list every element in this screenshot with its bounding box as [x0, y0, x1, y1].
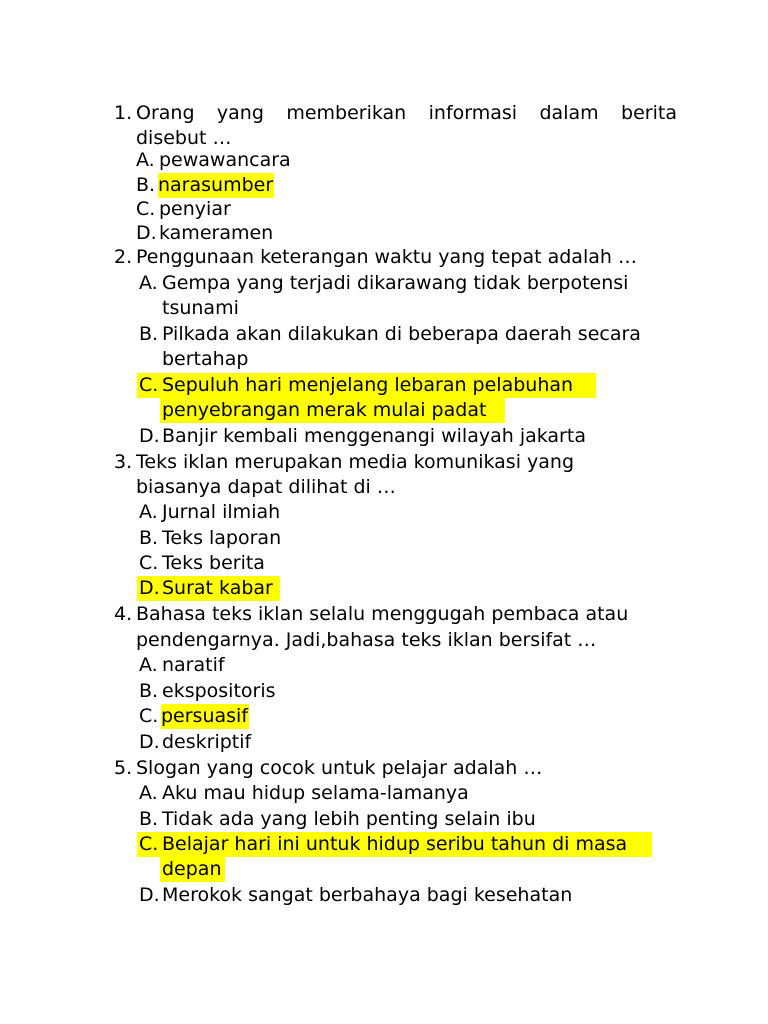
option-text: Pilkada akan dilakukan di beberapa daerah secara: [162, 323, 641, 345]
option-text: kameramen: [159, 222, 274, 244]
option-letter: C.: [139, 552, 159, 574]
question-text-line: Teks iklan merupakan media komunikasi yang: [136, 451, 575, 473]
question-number: 4.: [114, 603, 133, 625]
question-number: 1.: [114, 102, 133, 124]
option-text: penyiar: [159, 198, 231, 220]
option-text-answer: Sepuluh hari menjelang lebaran pelabuhan: [162, 374, 574, 396]
option-letter: D.: [139, 884, 160, 906]
question-text-line: pendengarnya. Jadi,bahasa teks iklan bersifat …: [136, 629, 597, 651]
option-text-answer: persuasif: [161, 705, 249, 727]
option-text: tsunami: [162, 297, 239, 319]
question-text-line: Slogan yang cocok untuk pelajar adalah …: [136, 757, 543, 779]
option-letter: D.: [139, 425, 160, 447]
question-text-line: [136, 101, 677, 126]
option-text-answer: penyebrangan merak mulai padat: [162, 399, 487, 421]
question-text-line: biasanya dapat dilihat di …: [136, 476, 396, 498]
question-number: 5.: [114, 757, 133, 779]
option-letter: D.: [136, 222, 157, 244]
option-letter: B.: [139, 323, 159, 345]
option-text-answer: narasumber: [158, 174, 274, 196]
option-text: Tidak ada yang lebih penting selain ibu: [162, 808, 536, 830]
option-letter: D.: [139, 731, 160, 753]
word: memberikan: [286, 102, 407, 124]
question-text-line: Penggunaan keterangan waktu yang tepat adalah …: [136, 246, 637, 268]
option-text: ekspositoris: [162, 680, 276, 702]
option-text: Banjir kembali menggenangi wilayah jakarta: [162, 425, 586, 447]
word: dalam: [539, 102, 599, 124]
option-letter: A.: [136, 149, 155, 171]
option-text: naratif: [162, 654, 225, 676]
question-text-line: Bahasa teks iklan selalu menggugah pembaca atau: [136, 603, 629, 625]
option-text: Aku mau hidup selama-lamanya: [162, 782, 469, 804]
option-text-answer: Belajar hari ini untuk hidup seribu tahun di masa: [162, 833, 628, 855]
word: yang: [216, 102, 264, 124]
option-letter: C.: [136, 198, 156, 220]
option-letter: C.: [139, 374, 159, 396]
question-number: 3.: [114, 451, 133, 473]
word: berita: [621, 102, 677, 124]
option-text: pewawancara: [159, 149, 291, 171]
option-text: bertahap: [162, 348, 249, 370]
option-text: Teks berita: [162, 552, 265, 574]
option-text-answer: depan: [162, 858, 222, 880]
option-letter: B.: [139, 808, 159, 830]
option-text: Gempa yang terjadi dikarawang tidak berpotensi: [162, 272, 629, 294]
option-letter: C.: [139, 833, 159, 855]
option-text: deskriptif: [162, 731, 252, 753]
option-letter: B.: [139, 527, 159, 549]
word: informasi: [428, 102, 518, 124]
option-letter: C.: [139, 705, 159, 727]
option-letter: A.: [139, 782, 158, 804]
option-text: Teks laporan: [162, 527, 282, 549]
option-letter: A.: [139, 501, 158, 523]
option-letter: B.: [139, 680, 159, 702]
option-text: Jurnal ilmiah: [162, 501, 281, 523]
option-text-answer: Surat kabar: [162, 577, 273, 599]
question-number: 2.: [114, 246, 133, 268]
option-letter: A.: [139, 272, 158, 294]
word: Orang: [136, 102, 195, 124]
option-text: Merokok sangat berbahaya bagi kesehatan: [162, 884, 573, 906]
option-letter: B.: [136, 174, 156, 196]
option-letter: D.: [139, 577, 160, 599]
question-text-line: disebut …: [136, 127, 232, 149]
option-letter: A.: [139, 654, 158, 676]
